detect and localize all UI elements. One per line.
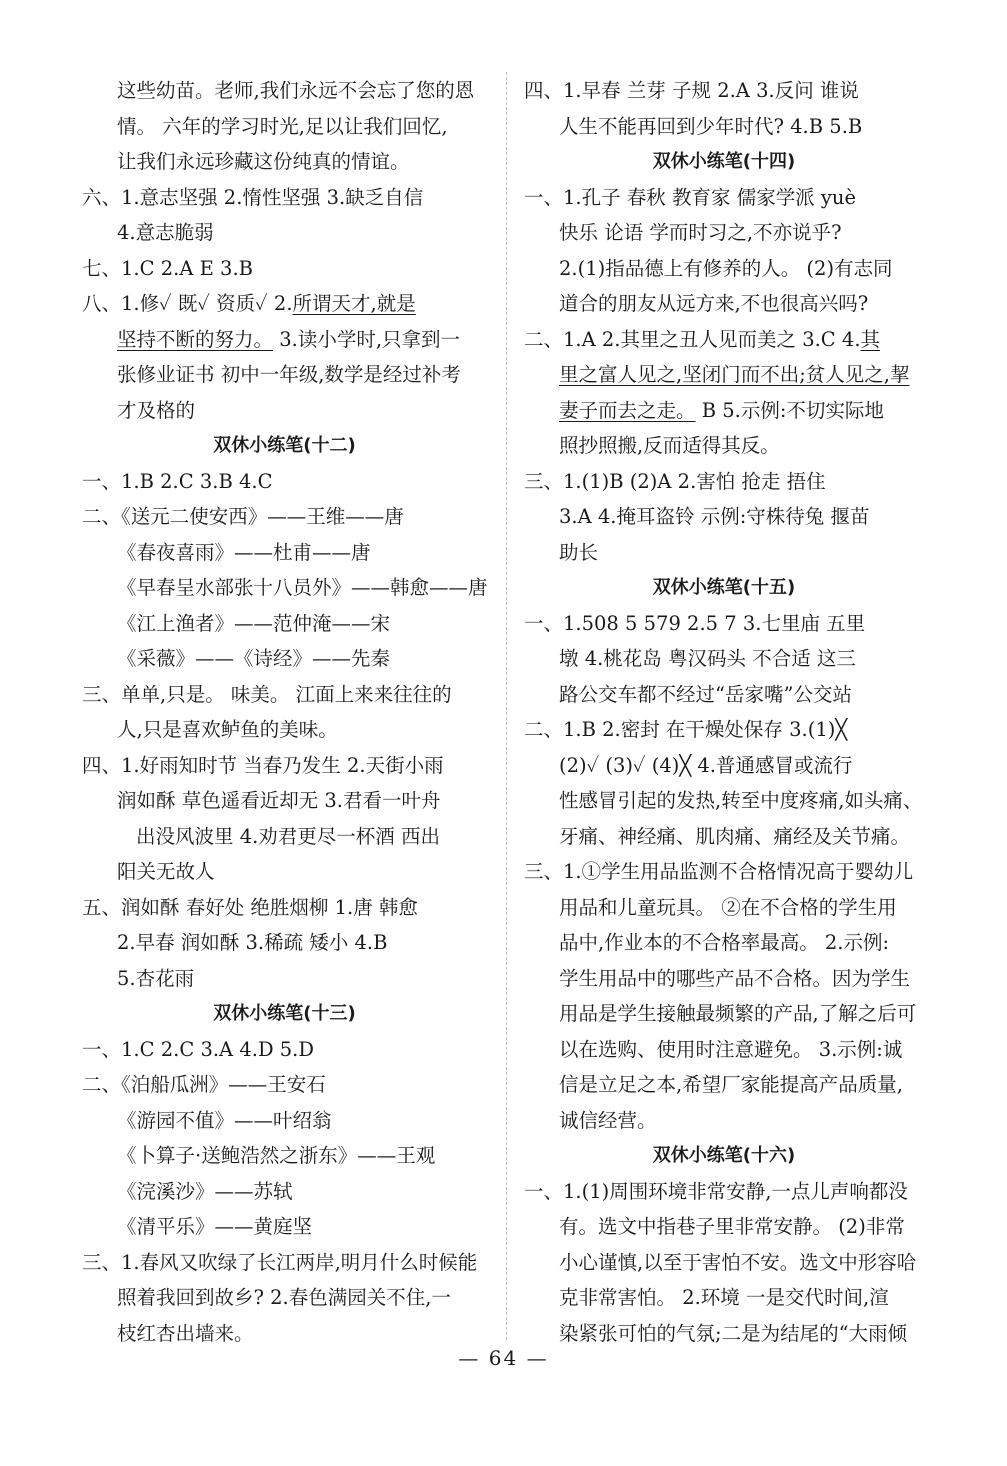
line-text: 双休小练笔(十二) <box>213 435 356 456</box>
answer-line <box>524 215 924 251</box>
answer-line <box>82 890 487 926</box>
line-text: 《浣溪沙》——苏轼 <box>117 1179 293 1203</box>
answer-line <box>524 251 924 287</box>
answer-line <box>82 961 487 997</box>
answer-line <box>82 641 487 677</box>
line-text: 5.杏花雨 <box>117 966 195 990</box>
answer-line <box>82 535 487 571</box>
answer-line <box>524 1032 924 1068</box>
answer-line <box>82 109 487 145</box>
answer-line <box>524 180 924 216</box>
line-text: 让我们永远珍藏这份纯真的情谊。 <box>117 150 410 173</box>
line-text: 一、1.(1)周围环境非常安静,一点儿声响都没 <box>524 1179 908 1203</box>
underlined-text: 其 <box>860 327 881 351</box>
answer-line <box>524 109 924 145</box>
line-text: 有。选文中指巷子里非常安静。 (2)非常 <box>559 1215 905 1238</box>
underlined-text: 妻子而去之走。 <box>559 398 696 422</box>
line-text: 用品是学生接触最频繁的产品,了解之后可 <box>559 1002 917 1025</box>
answer-line <box>524 286 924 322</box>
line-text: 一、1.B 2.C 3.B 4.C <box>82 469 273 493</box>
answer-line <box>82 677 487 713</box>
column-divider <box>506 72 507 1340</box>
answer-line <box>82 1280 487 1316</box>
line-text: 品中,作业本的不合格率最高。 2.示例: <box>559 931 890 954</box>
line-text: 《春夜喜雨》——杜甫——唐 <box>117 540 371 564</box>
line-text: 2.早春 润如酥 3.稀疏 矮小 4.B <box>117 931 388 954</box>
answer-line <box>524 854 924 890</box>
answer-line <box>524 428 924 464</box>
answer-line <box>82 783 487 819</box>
underlined-text: 所谓天才,就是 <box>292 292 416 315</box>
line-text: 2.(1)指品德上有修养的人。 (2)有志同 <box>559 256 893 280</box>
line-text: (2)✓ (3)✓ (4)╳ 4.普通感冒或流行 <box>559 753 853 777</box>
answer-line <box>82 215 487 251</box>
answer-line <box>524 1209 924 1245</box>
answer-line <box>82 854 487 890</box>
answer-line <box>524 677 924 713</box>
left-column <box>82 73 487 1351</box>
line-text: 3.A 4.掩耳盗铃 示例:守株待兔 揠苗 <box>559 505 870 528</box>
line-text: 双休小练笔(十六) <box>652 1145 796 1166</box>
line-text: 性感冒引起的发热,转至中度疼痛,如头痛、 <box>559 789 923 812</box>
line-text: 二、《送元二使安西》——王维——唐 <box>82 505 404 528</box>
section-title <box>524 1138 924 1174</box>
line-text: 三、1.(1)B (2)A 2.害怕 抢走 捂住 <box>524 469 826 493</box>
answer-line <box>524 890 924 926</box>
line-text: 小心谨慎,以至于害怕不安。选文中形容哈 <box>559 1250 917 1274</box>
line-text: 3.读小学时,只拿到一 <box>273 327 461 351</box>
line-text: 《清平乐》——黄庭坚 <box>117 1215 313 1238</box>
section-title <box>82 996 487 1032</box>
line-text: 人生不能再回到少年时代? 4.B 5.B <box>559 114 863 138</box>
answer-line <box>82 925 487 961</box>
answer-line <box>82 499 487 535</box>
answer-line <box>82 73 487 109</box>
line-text: 七、1.C 2.A E 3.B <box>82 256 253 280</box>
line-text: 四、1.早春 兰芽 子规 2.A 3.反问 谁说 <box>524 79 859 102</box>
answer-line <box>524 1067 924 1103</box>
answer-line <box>524 1174 924 1210</box>
line-text: 四、1.好雨知时节 当春乃发生 2.天街小雨 <box>82 753 444 777</box>
line-text: 《江上渔者》——范仲淹——宋 <box>117 611 391 635</box>
line-text: 《游园不值》——叶绍翁 <box>117 1108 332 1132</box>
answer-line <box>82 1067 487 1103</box>
answer-line <box>524 322 924 358</box>
answer-line <box>524 961 924 997</box>
answer-line <box>524 535 924 571</box>
line-text: 4.意志脆弱 <box>117 221 214 244</box>
line-text: 《卜算子·送鲍浩然之浙东》——王观 <box>117 1144 436 1167</box>
answer-line <box>524 925 924 961</box>
line-text: 快乐 论语 学而时习之,不亦说乎? <box>559 221 842 244</box>
answer-line <box>82 464 487 500</box>
line-text: 信是立足之本,希望厂家能提高产品质量, <box>559 1073 903 1096</box>
answer-line <box>524 464 924 500</box>
answer-line <box>524 783 924 819</box>
answer-line <box>82 1174 487 1210</box>
line-text: 这些幼苗。老师,我们永远不会忘了您的恩 <box>117 79 475 102</box>
answer-line <box>524 1103 924 1139</box>
answer-line <box>82 251 487 287</box>
line-text: 二、1.A 2.其里之丑人见而美之 3.C 4. <box>524 327 861 351</box>
line-text: 出没风波里 4.劝君更尽一杯酒 西出 <box>136 824 441 848</box>
section-title <box>524 570 924 606</box>
answer-line <box>82 286 487 322</box>
answer-line <box>82 1032 487 1068</box>
answer-line <box>524 1280 924 1316</box>
section-title <box>82 428 487 464</box>
line-text: 八、1.修✓ 既✓ 资质✓ 2. <box>82 292 293 315</box>
line-text: 道合的朋友从远方来,不也很高兴吗? <box>559 292 869 315</box>
answer-line <box>524 748 924 784</box>
answer-line <box>524 641 924 677</box>
line-text: 牙痛、神经痛、肌肉痛、痛经及关节痛。 <box>559 824 911 848</box>
section-title <box>524 144 924 180</box>
line-text: 墩 4.桃花岛 粤汉码头 不合适 这三 <box>559 647 856 670</box>
line-text: 学生用品中的哪些产品不合格。因为学生 <box>559 966 911 990</box>
line-text: 一、1.508 5 579 2.5 7 3.七里庙 五里 <box>524 611 866 635</box>
answer-line <box>82 819 487 855</box>
line-text: 《早春呈水部张十八员外》——韩愈——唐 <box>117 576 488 599</box>
line-text: 人,只是喜欢鲈鱼的美味。 <box>117 718 338 741</box>
line-text: 阳关无故人 <box>117 860 215 883</box>
line-text: 助长 <box>559 540 599 564</box>
answer-line <box>82 393 487 429</box>
line-text: 润如酥 草色遥看近却无 3.君看一叶舟 <box>117 789 441 812</box>
line-text: 双休小练笔(十三) <box>213 1003 356 1024</box>
right-column <box>524 73 924 1351</box>
answer-line <box>82 606 487 642</box>
line-text: 路公交车都不经过“岳家嘴”公交站 <box>559 682 852 706</box>
answer-line <box>82 570 487 606</box>
answer-line <box>524 819 924 855</box>
line-text: B 5.示例:不切实际地 <box>695 398 884 422</box>
line-text: 染紧张可怕的气氛;二是为结尾的“大雨倾 <box>559 1321 908 1345</box>
underlined-text: 里之富人见之,坚闭门而不出;贫人见之,挈 <box>559 363 910 386</box>
answer-line <box>82 357 487 393</box>
line-text: 二、《泊船瓜洲》——王安石 <box>82 1073 326 1096</box>
answer-line <box>82 1209 487 1245</box>
line-text: 五、润如酥 春好处 绝胜烟柳 1.唐 韩愈 <box>82 895 418 919</box>
answer-line <box>82 1245 487 1281</box>
answer-line <box>524 712 924 748</box>
line-text: 双休小练笔(十五) <box>652 577 796 598</box>
line-text: 用品和儿童玩具。 ②在不合格的学生用 <box>559 895 897 919</box>
line-text: 双休小练笔(十四) <box>652 151 796 172</box>
line-text: 诚信经营。 <box>559 1108 657 1132</box>
line-text: 情。 六年的学习时光,足以让我们回忆, <box>117 114 448 138</box>
line-text: 六、1.意志坚强 2.惰性坚强 3.缺乏自信 <box>82 185 424 209</box>
answer-line <box>524 499 924 535</box>
answer-line <box>524 996 924 1032</box>
answer-line <box>82 748 487 784</box>
answer-line <box>82 1103 487 1139</box>
answer-line <box>524 1245 924 1281</box>
line-text: 照抄照搬,反而适得其反。 <box>559 434 780 457</box>
line-text: 克非常害怕。 2.环境 一是交代时间,渲 <box>559 1286 889 1309</box>
answer-line <box>82 322 487 358</box>
answer-line <box>524 606 924 642</box>
line-text: 三、1.①学生用品监测不合格情况高于婴幼儿 <box>524 860 914 883</box>
line-text: 才及格的 <box>117 398 196 422</box>
underlined-text: 坚持不断的努力。 <box>117 327 274 351</box>
line-text: 一、1.孔子 春秋 教育家 儒家学派 yuè <box>524 185 857 209</box>
line-text: 枝红杏出墙来。 <box>117 1321 254 1345</box>
answer-line <box>524 393 924 429</box>
answer-line <box>82 180 487 216</box>
line-text: 二、1.B 2.密封 在干燥处保存 3.(1)╳ <box>524 718 848 741</box>
answer-line <box>82 712 487 748</box>
answer-line <box>524 357 924 393</box>
answer-line <box>82 144 487 180</box>
answer-line <box>82 1138 487 1174</box>
line-text: 张修业证书 初中一年级,数学是经过补考 <box>117 363 461 386</box>
answer-line <box>524 73 924 109</box>
line-text: 以在选购、使用时注意避免。 3.示例:诚 <box>559 1037 903 1061</box>
line-text: 《采薇》——《诗经》——先秦 <box>117 647 391 670</box>
line-text: 三、1.春风又吹绿了长江两岸,明月什么时候能 <box>82 1250 478 1274</box>
line-text: 照着我回到故乡? 2.春色满园关不住,一 <box>117 1286 451 1309</box>
line-text: 一、1.C 2.C 3.A 4.D 5.D <box>82 1037 315 1061</box>
page-number: — 64 — <box>458 1346 549 1370</box>
line-text: 三、单单,只是。 味美。 江面上来来往往的 <box>82 682 452 706</box>
